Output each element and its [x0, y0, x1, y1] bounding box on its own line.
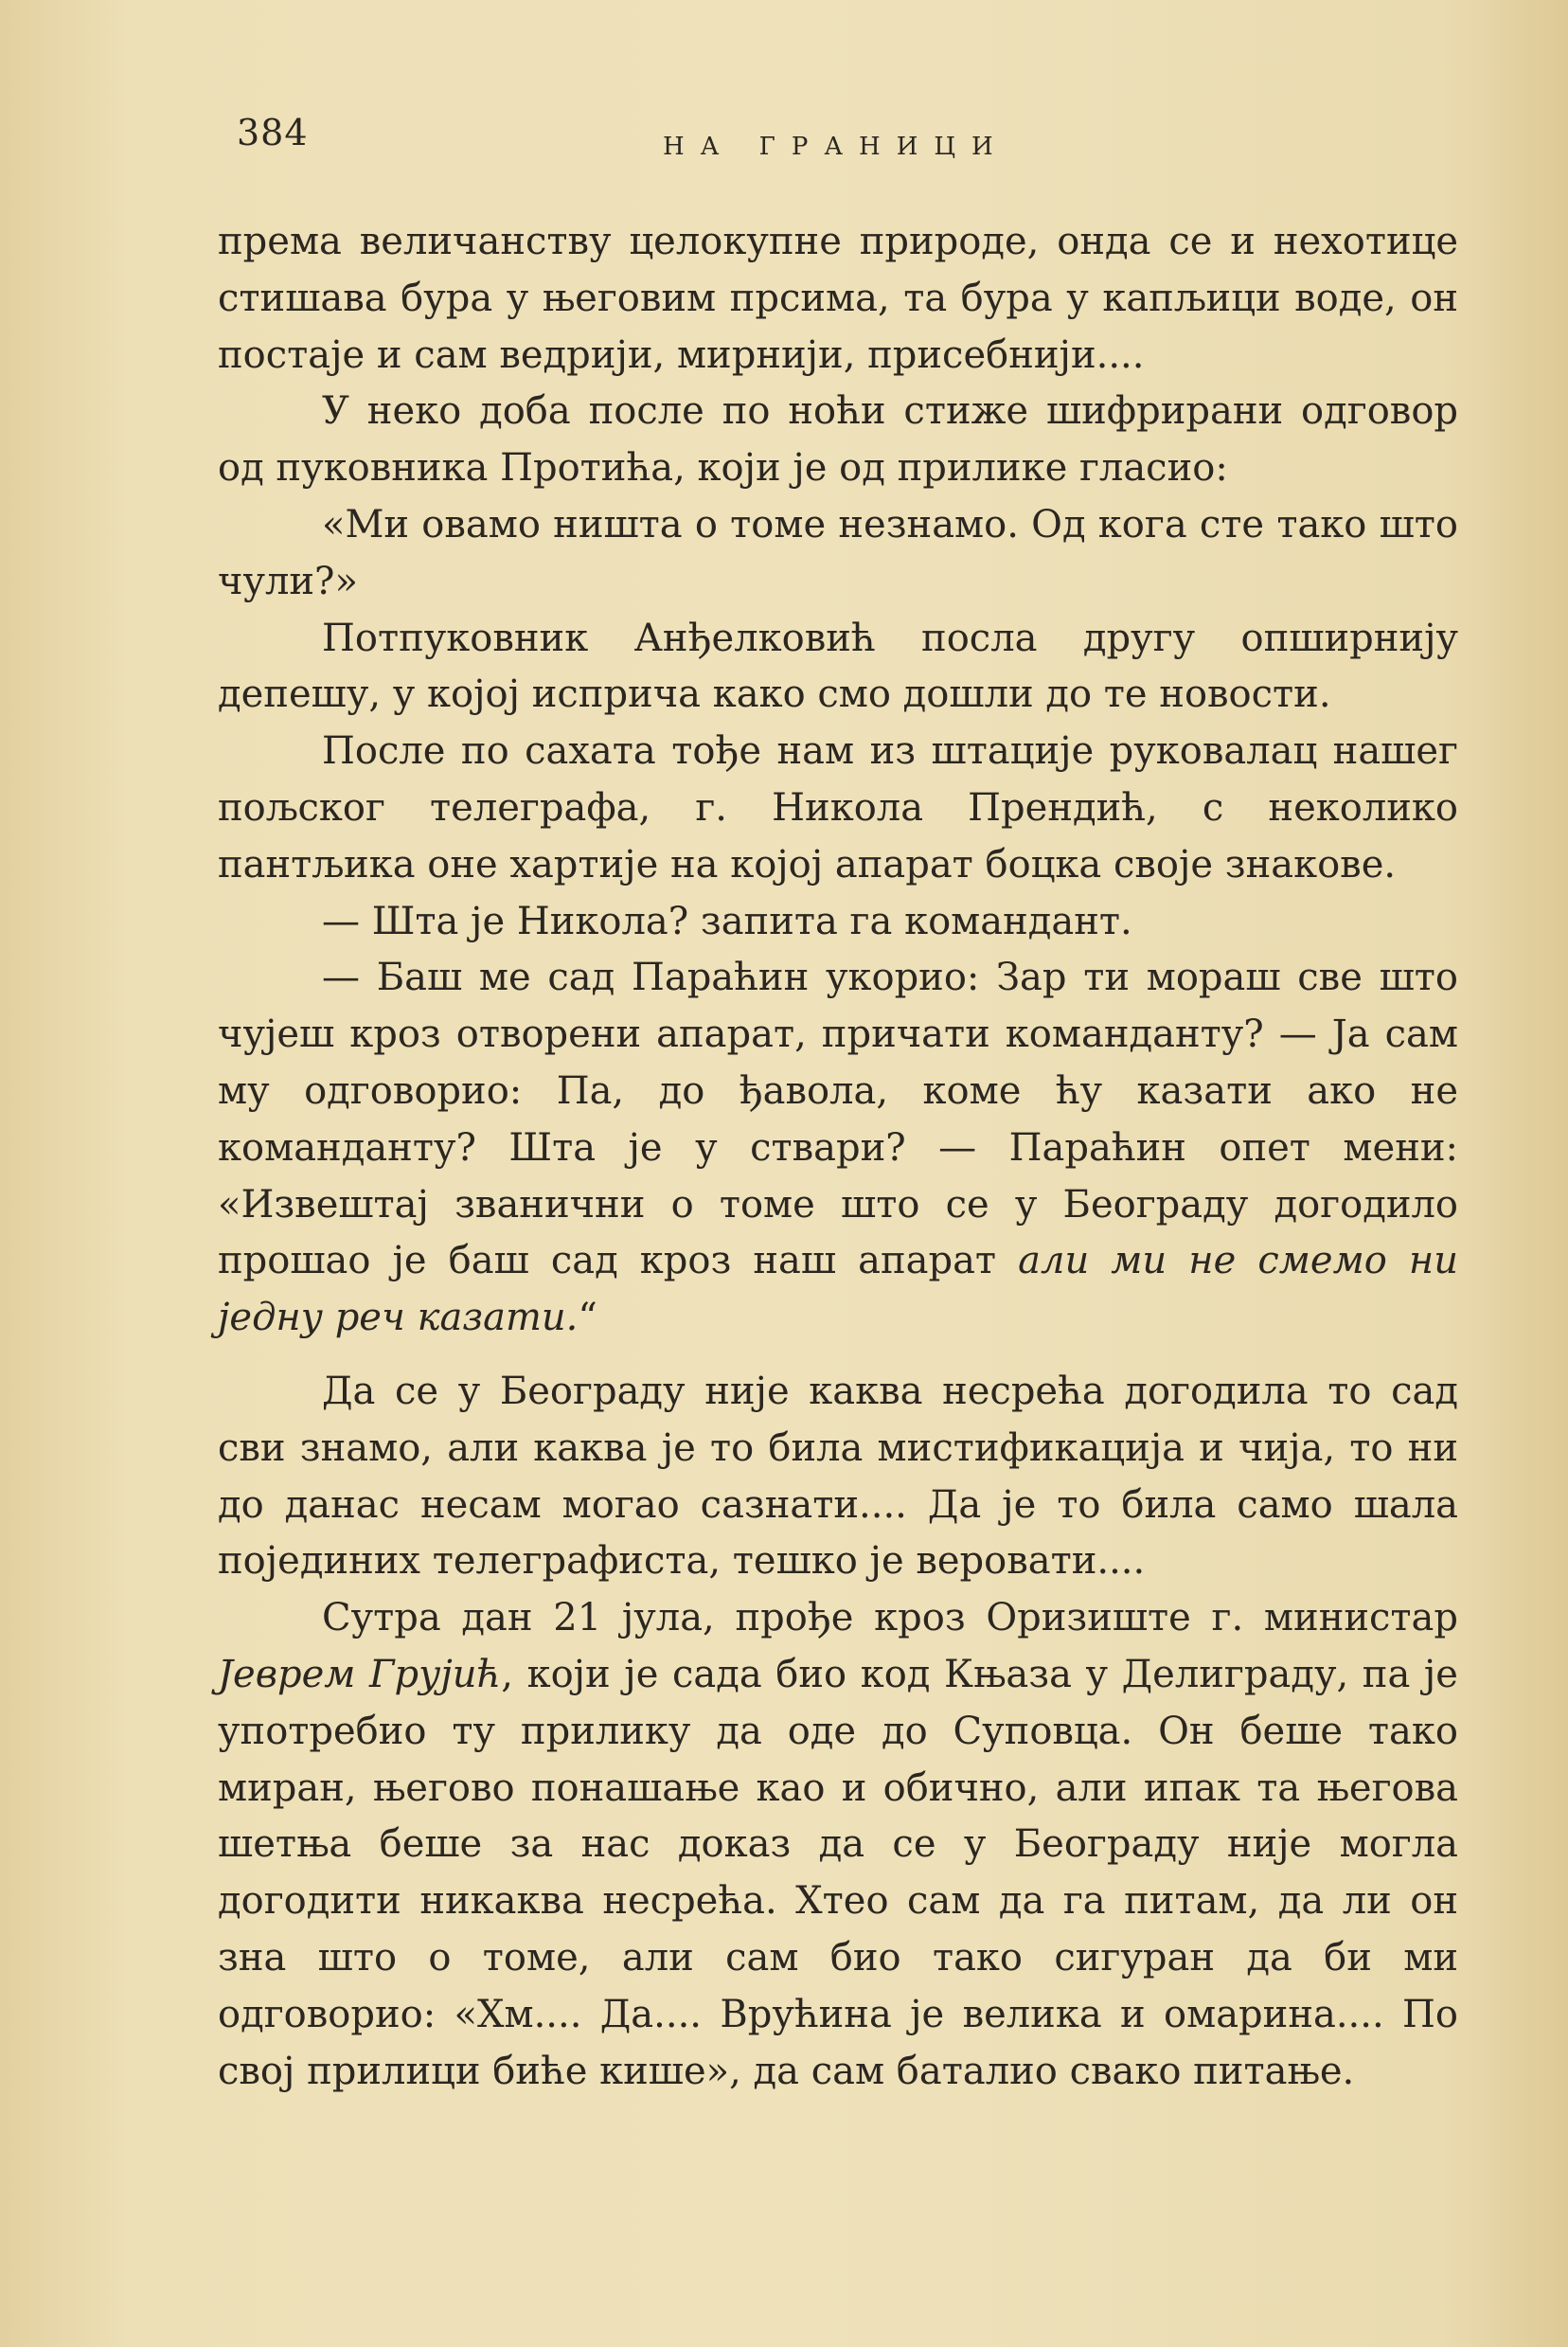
paragraph-text: — Баш ме сад Параћин укорио: Зар ти мораш све што чујеш кроз отворени апарат, причати команданту? — Ја сам му одговорио: Па, до ђавола, коме ћу казати ако не команданту? Шта је у ствари? — Параћин опет мени: «Извештај званични о томе што се у Београду догодило прошао је баш сад кроз наш апарат: [218, 956, 1458, 1283]
paragraph: према величанству целокупне природе, онда се и нехотице стишава бура у његовим прсима, та бура у капљици воде, он постаје и сам ведрији, мирнији, присебнији....: [218, 220, 1458, 377]
italic-name: Јеврем Грујић: [218, 1652, 502, 1696]
paragraph: После по сахата тође нам из штације руковалац нашег пољског телеграфа, г. Никола Прендић, с неколико пантљика оне хартије на којој апарат боцка своје знакове.: [218, 729, 1458, 887]
body-text: [218, 214, 1458, 2100]
paragraph-text-rest: , који је сада био код Књаза у Делиграду, па је употребио ту прилику да оде до Суповца. Он беше тако миран, његово понашање као и обично, али ипак та његова шетња беше за нас доказ да се у Београду није могла догодити никаква несрећа. Хтео сам да га питам, да ли он зна што о томе, али сам био тако сигуран да би ми одговорио: «Хм.... Да.... Врућина је велика и омарина.... По свој прилици биће кише», да сам баталио свако питање.: [218, 1652, 1458, 2093]
paragraph: [218, 1590, 1458, 2100]
paragraph: — Шта је Никола? запита га командант.: [322, 899, 1132, 943]
page-number: 384: [237, 112, 309, 153]
paragraph: [218, 950, 1458, 1347]
italic-text: али ми не смемо ни једну реч казати.: [218, 1239, 1458, 1340]
closing-quote: “: [578, 1296, 597, 1340]
paragraph: У неко доба после по ноћи стиже шифрирани одговор од пуковника Протића, који је од прилике гласио:: [218, 389, 1458, 491]
paragraph: «Ми овамо ништа о томе незнамо. Од кога сте тако што чули?»: [218, 502, 1458, 603]
paragraph-text: Сутра дан 21 јула, прође кроз Оризиште г. министар: [322, 1596, 1458, 1640]
running-title: НА ГРАНИЦИ: [663, 133, 1009, 161]
paragraph: Да се у Београду није каква несрећа догодила то сад сви знамо, али каква је то била мистификација и чија, то ни до данас несам могао сазнати.... Да је то била само шала појединих телеграфиста, тешко је веровати....: [218, 1369, 1458, 1584]
paragraph: Потпуковник Анђелковић посла другу опширнију депешу, у којој исприча како смо дошли до те новости.: [218, 616, 1458, 717]
